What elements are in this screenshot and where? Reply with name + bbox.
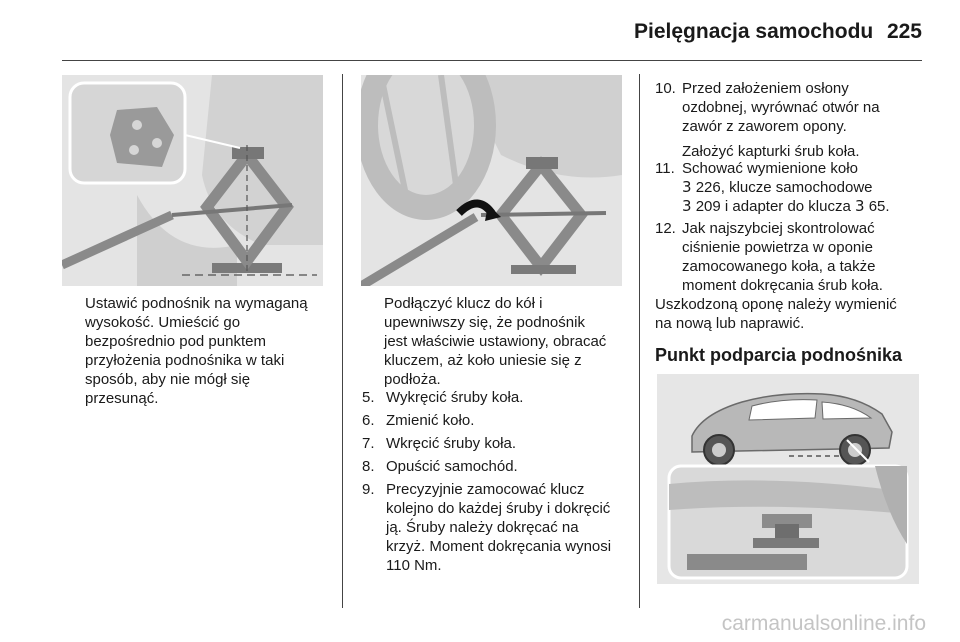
- page-number: 225: [886, 20, 922, 43]
- text-line: Ustawić podnośnik na wymaganą: [85, 295, 308, 312]
- text-line: Precyzyjnie zamocować klucz: [386, 481, 585, 498]
- text-line: wysokość. Umieścić go: [85, 314, 241, 331]
- step-text: [682, 159, 890, 216]
- text-line: Schować wymienione koło: [682, 160, 858, 177]
- step-text: [682, 219, 883, 295]
- page-ref-icon: 3: [682, 197, 692, 215]
- step-number: 12.: [655, 220, 676, 237]
- text-line: przyłożenia podnośnika w taki: [85, 352, 285, 369]
- text-line: zamocowanego koła, a także: [682, 258, 876, 275]
- text-line: krzyż. Moment dokręcania wynosi: [386, 538, 612, 555]
- step-text: [386, 480, 611, 575]
- step-number: 5.: [362, 389, 375, 406]
- text-line: Podłączyć klucz do kół i: [384, 295, 543, 312]
- text-line: kluczem, aż koło uniesie się z: [384, 352, 582, 369]
- text-line: jest właściwie ustawiony, obracać: [384, 333, 607, 350]
- text-line: zawór z zaworem opony.: [682, 118, 847, 135]
- section-heading: Punkt podparcia podnośnika: [655, 345, 903, 365]
- text-line: ciśnienie powietrza w oponie: [682, 239, 873, 256]
- warning-text: [655, 295, 897, 333]
- text-line: sposób, aby nie mógł się: [85, 371, 251, 388]
- page-ref-icon: 3: [682, 178, 692, 196]
- watermark: carmanualsonline.info: [721, 612, 926, 635]
- text-line: moment dokręcania śrub koła.: [682, 277, 883, 294]
- step-text: Zmienić koło.: [386, 412, 475, 429]
- text-line: Założyć kapturki śrub koła.: [682, 143, 860, 160]
- step-number: 7.: [362, 435, 375, 452]
- text-line: upewniwszy się, że podnośnik: [384, 314, 585, 331]
- column-divider-left: [342, 74, 343, 608]
- page-ref-icon: 3: [855, 197, 865, 215]
- column-divider-right: [639, 74, 640, 608]
- figure-jack-positioning: [62, 75, 323, 286]
- text-line: przesunąć.: [85, 390, 159, 407]
- text-line: Jak najszybciej skontrolować: [682, 220, 875, 237]
- text-line: 110 Nm.: [386, 557, 442, 574]
- page-ref-link[interactable]: 209 i adapter do klucza: [695, 198, 851, 215]
- text-line: na nową lub naprawić.: [655, 315, 805, 332]
- step-text: Wykręcić śruby koła.: [386, 389, 524, 406]
- text-line: ją. Śruby należy dokręcać na: [386, 519, 579, 536]
- text-line: [682, 178, 890, 197]
- text-line: podłoża.: [384, 371, 441, 388]
- step-number: 9.: [362, 481, 375, 498]
- page-ref-link[interactable]: 65.: [868, 198, 890, 215]
- header-rule: [62, 60, 922, 61]
- text-line: bezpośrednio pod punktem: [85, 333, 266, 350]
- text-line: kolejno do każdej śruby i dokręcić: [386, 500, 611, 517]
- step-number: 8.: [362, 458, 375, 475]
- text-block: [85, 294, 308, 408]
- text-line: [682, 197, 890, 216]
- figure-jack-point: [657, 374, 919, 584]
- step-text: Wkręcić śruby koła.: [386, 435, 517, 452]
- step-number: 10.: [655, 80, 676, 97]
- text-block: [384, 294, 606, 389]
- figure-jack-crank: [361, 75, 622, 286]
- step-number: 6.: [362, 412, 375, 429]
- text-line: ozdobnej, wyrównać otwór na: [682, 99, 880, 116]
- text-line: Uszkodzoną oponę należy wymienić: [655, 296, 897, 313]
- page-ref-link[interactable]: 226, klucze samochodowe: [695, 179, 873, 196]
- text-line: Przed założeniem osłony: [682, 80, 849, 97]
- step-text: Opuścić samochód.: [386, 458, 518, 475]
- page-title: Pielęgnacja samochodu: [634, 20, 874, 43]
- step-number: 11.: [655, 160, 675, 177]
- step-text: [682, 79, 880, 161]
